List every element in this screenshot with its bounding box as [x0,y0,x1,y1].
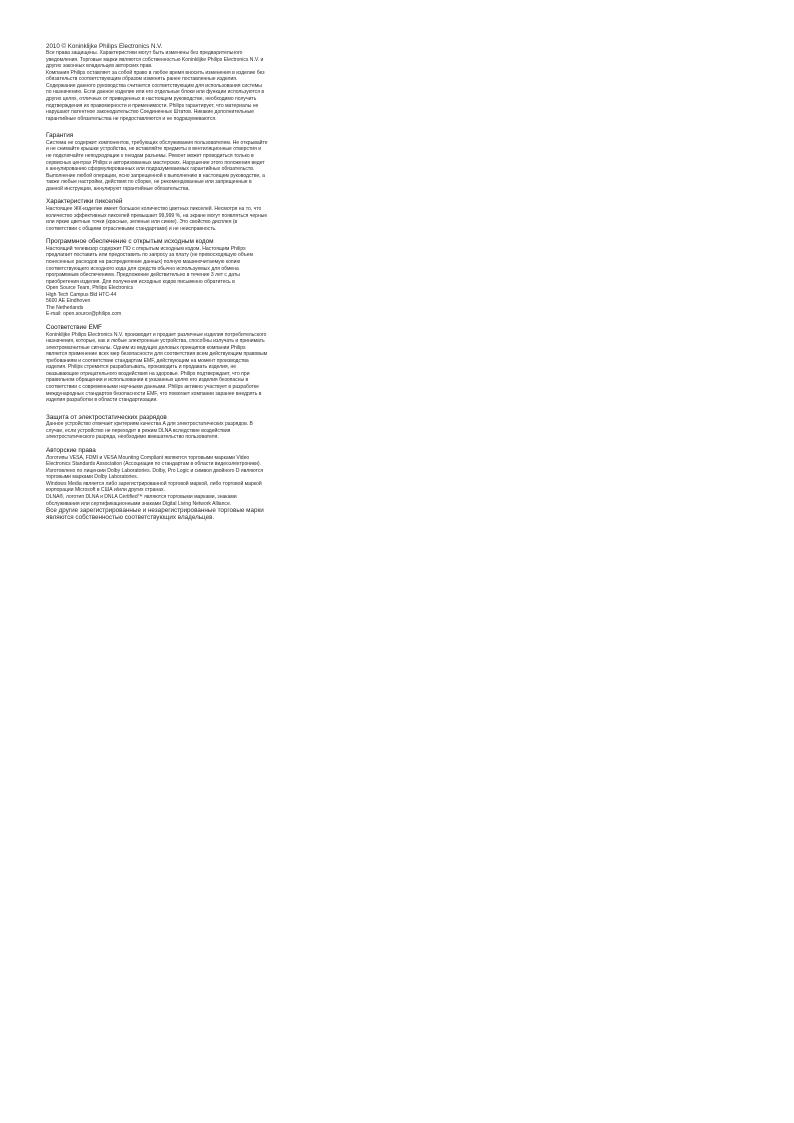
section-text: Настоящий телевизор содержит ПО с открытым исходным кодом. Настоящим Philips предлагает поставить или предоставить по запросу за плату (не превосходящую объем понесенных расходов на распределение данных) полную машиночитаемую копию соответствующего исходного кода для средств обычно используемых для обмена программным обеспечением. Предложение действительно в течение 3 лет с даты приобретения изделия. Для получения исходных кодов письменно обратитесь в [46,245,253,285]
intro-paragraph-disclaimer: Компания Philips оставляет за собой право в любое время вносить изменения в изделие без обязательств соответствующим образом изменять ранее поставленные изделия. Содержание данного руководства считается соответствующим для использования системы по назначению. Если данное изделие или его отдельные блоки или функции используются в других целях, отличных от приведенных в настоящем руководстве, необходимо получить подтверждения их правомерности и применимости. Philips гарантирует, что материалы не нарушают патентное законодательство Соединенных Штатов. Никакие дополнительные гарантийные обязательства не предоставляются и не подразумеваются. [46,69,265,122]
intro-paragraph-rights: Все права защищены. Характеристики могут быть изменены без предварительного уведомления. Торговые марки являются собственностью Koninklijke Philips Electronics N.V. и других законных владельцев авторских прав. [46,50,264,70]
address-line: Open Source Team, Philips Electronics [46,285,134,292]
copyright-line: 2010 © Koninklijke Philips Electronics N.V. [46,43,163,50]
address-line: 5600 AE Eindhoven [46,298,91,305]
section-heading: Соответствие EMF [46,323,102,331]
section-text: Koninklijke Philips Electronics N.V. производит и продает различные изделия потребительского назначения, которые, как и любые электронные устройства, способны излучать и принимать электромагнитные сигналы. Одним из ведущих деловых принципов компании Philips является применение всех мер безопасности для соответствия всем действующим правовым требованиям и соответствие стандартам EMF, действующим на момент производства изделия. Philips стремится разрабатывать, производить и продавать изделия, не оказывающие отрицательного воздействия на здоровье. Philips подтверждает, что при правильном обращении и использовании в указанных целях его изделия безопасны в соответствии с современными научными данными. Philips активно участвует в разработке международных стандартов безопасности EMF, что помогает компании заранее внедрять в изделия разработки в области стандартизации. [46,331,268,404]
address-line: The Netherlands [46,304,84,311]
copyright-paragraph: DLNA®, логотип DLNA и DNLA Certified™ являются торговыми марками, знаками обслуживания или сертификационными знаками Digital Living Network Alliance. [46,493,237,507]
section-text: Система не содержит компонентов, требующих обслуживания пользователем. Не открывайте и не снимайте крышки устройства, не вставляйте предметы в вентиляционные отверстия и не подключайте неподходящие к гнездам разъемы. Ремонт может проводиться только в сервисных центрах Philips и авторизованных мастерских. Нарушение этого положения ведет к аннулированию сформулированных или подразумеваемых гарантийных обязательств. Выполнение любой операции, ясно запрещенной к выполнению в настоящем руководстве, а также любые настройки, действия по сборке, не рекомендованные или запрещенные в данной инструкции, аннулируют гарантийные обязательства. [46,139,268,192]
section-esd [46,414,268,441]
section-heading: Характеристики пикселей [46,198,123,206]
section-text: Данное устройство отвечает критериям качества A для электростатических разрядов. В случае, если устройство не переходит в режим DLNA вследствие воздействия электростатического разряда, необходимо вмешательство пользователя. [46,421,253,441]
legal-text-column [46,43,268,522]
section-text: Настоящее ЖК-изделие имеет большое количество цветных пикселей. Несмотря на то, что количество эффективных пикселей превышает 99,999 %, на экране могут появляться черные или яркие цветные точки (красные, зеленые или синие). Это свойство дисплея (в соответствии с общими отраслевыми стандартами) и не неисправность. [46,206,268,232]
address-line: High Tech Campus Bld HTC-44 [46,291,117,298]
copyright-paragraph: Изготовлено по лицензии Dolby Laboratories. Dolby, Pro Logic и символ двойного D являются торговыми марками Dolby Laboratories. [46,467,264,481]
section-heading: Авторские права [46,446,96,454]
section-heading: Гарантия [46,132,74,140]
section-pixels [46,198,268,232]
section-emf [46,324,268,404]
section-warranty [46,132,268,192]
section-open-source [46,238,268,318]
section-copyrights [46,447,268,507]
copyright-paragraph: Windows Media является либо зарегистрированной торговой маркой, либо торговой маркой корпорации Microsoft в США и/или других странах. [46,480,262,494]
closing-trademark-note: Все другие зарегистрированные и незарегистрированные торговые марки являются собственностью соответствующих владельцев. [46,507,264,522]
copyright-paragraph: Логотипы VESA, FDMI и VESA Mounting Compliant являются торговыми марками Video Electronics Standards Association (Ассоциация по стандартам в области видеоэлектроники). [46,454,261,468]
section-heading: Программное обеспечение с открытым исходным кодом [46,238,214,246]
email-line: E-mail: open.source@philips.com [46,311,122,318]
section-heading: Защита от электростатических разрядов [46,413,167,421]
